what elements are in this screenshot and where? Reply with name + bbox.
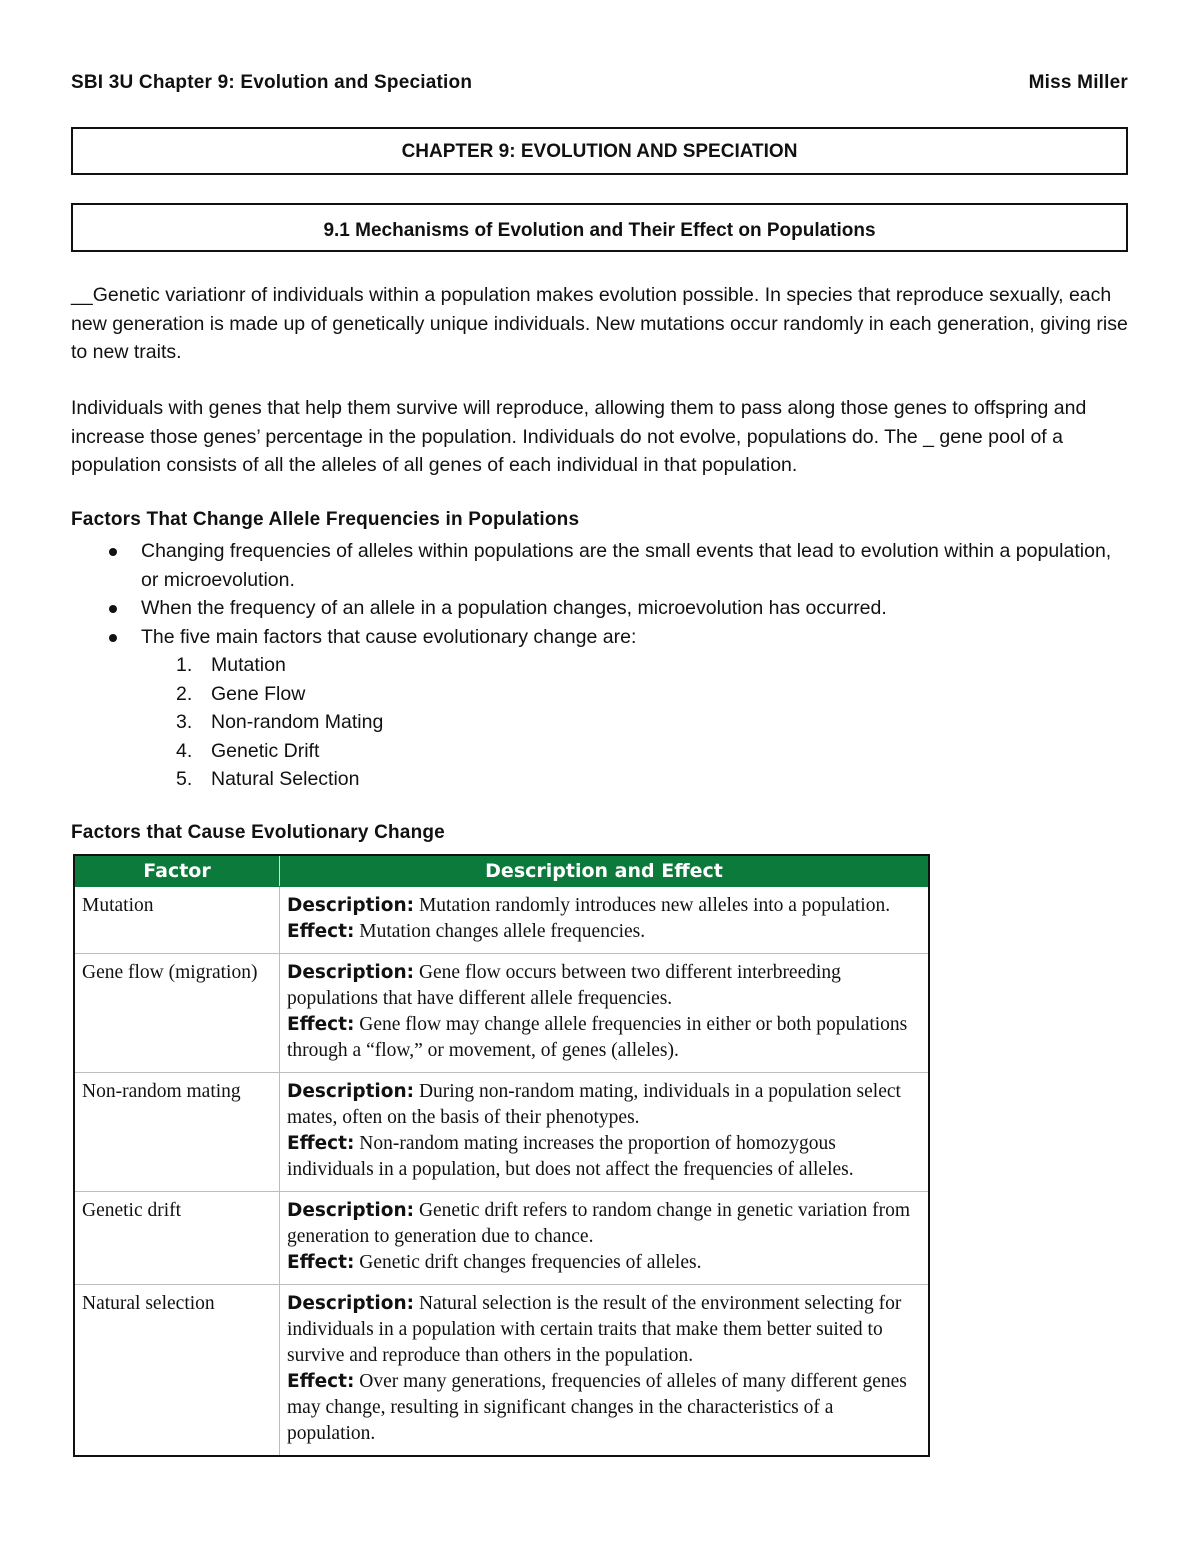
bullet-icon (109, 548, 117, 556)
effect-label: Effect: (287, 1252, 355, 1273)
factor-cell: Mutation (74, 887, 280, 954)
effect-text: Mutation changes allele frequencies. (359, 921, 646, 942)
bullet-text: When the frequency of an allele in a population changes, microevolution has occurred. (141, 597, 887, 619)
factor-cell: Non-random mating (74, 1073, 280, 1192)
header-teacher: Miss Miller (1028, 72, 1128, 93)
item-number: 5. (176, 768, 193, 790)
description-text: Natural selection is the result of the environment selecting for individuals in a population with certain traits that make them better suited to survive and reproduce than others in the population. (287, 1293, 902, 1366)
effect-label: Effect: (287, 1371, 355, 1392)
effect-text: Genetic drift changes frequencies of alleles. (359, 1252, 702, 1273)
bullet-text: The five main factors that cause evolutionary change are: (141, 625, 637, 648)
factors-numbered-list (141, 651, 1131, 794)
table-header-row (74, 855, 929, 887)
paragraph-genetic-variation: __Genetic variationr of individuals within a population makes evolution possible. In species that reproduce sexually, each new generation is made up of genetically unique individuals. New mutations occur randomly in each generation, giving rise to new traits. (71, 284, 1128, 363)
item-number: 4. (176, 739, 193, 762)
paragraph-gene-pool: Individuals with genes that help them survive will reproduce, allowing them to pass along those genes to offspring and increase those genes’ percentage in the population. Individuals do not evolve, populations do. The _ gene pool of a population consists of all the alleles of all genes of each individual in that population. (71, 397, 1087, 476)
factors-table (73, 854, 930, 1457)
bullet-icon (109, 634, 117, 642)
bullet-text: Changing frequencies of alleles within populations are the small events that lead to evolution within a population, or microevolution. (141, 540, 1112, 591)
item-number: 1. (176, 654, 193, 676)
table-row (74, 1192, 929, 1285)
bullet-icon (109, 605, 117, 613)
description-cell (280, 1192, 930, 1285)
factors-heading: Factors That Change Allele Frequencies in Populations (71, 509, 580, 530)
description-text: Mutation randomly introduces new alleles into a population. (418, 895, 891, 916)
effect-text: Gene flow may change allele frequencies in either or both populations through a “flow,” or movement, of genes (alleles). (287, 1014, 908, 1061)
factor-cell: Genetic drift (74, 1192, 280, 1285)
list-item (141, 651, 1131, 680)
description-label: Description: (287, 962, 415, 983)
list-item (141, 765, 1131, 794)
item-number: 3. (176, 711, 193, 733)
column-header-description: Description and Effect (280, 855, 930, 887)
effect-label: Effect: (287, 921, 355, 942)
description-label: Description: (287, 1293, 415, 1314)
factor-cell: Gene flow (migration) (74, 954, 280, 1073)
item-text: Non-random Mating (211, 711, 384, 733)
effect-text: Non-random mating increases the proportion of homozygous individuals in a population, but does not affect the frequencies of alleles. (287, 1133, 854, 1180)
description-cell (280, 1285, 930, 1457)
list-item (141, 680, 1131, 709)
table-row (74, 954, 929, 1073)
description-cell (280, 954, 930, 1073)
table-heading: Factors that Cause Evolutionary Change (71, 822, 445, 843)
chapter-title-box: CHAPTER 9: EVOLUTION AND SPECIATION (71, 127, 1128, 175)
description-cell (280, 1073, 930, 1192)
description-label: Description: (287, 895, 415, 916)
description-cell (280, 887, 930, 954)
effect-text: Over many generations, frequencies of alleles of many different genes may change, resulting in significant changes in the characteristics of a population. (287, 1371, 907, 1444)
description-label: Description: (287, 1081, 415, 1102)
factor-cell: Natural selection (74, 1285, 280, 1457)
column-header-factor: Factor (74, 855, 280, 887)
table-row (74, 1285, 929, 1457)
list-item (71, 537, 1131, 594)
effect-label: Effect: (287, 1014, 355, 1035)
section-title-box: 9.1 Mechanisms of Evolution and Their Effect on Populations (71, 203, 1128, 252)
list-item (71, 623, 1131, 794)
description-label: Description: (287, 1200, 415, 1221)
description-text: Gene flow occurs between two different interbreeding populations that have different allele frequencies. (287, 962, 841, 1009)
item-text: Mutation (211, 654, 286, 676)
list-item (71, 594, 1131, 623)
item-number: 2. (176, 682, 193, 705)
effect-label: Effect: (287, 1133, 355, 1154)
list-item (141, 708, 1131, 737)
table-row (74, 1073, 929, 1192)
description-text: Genetic drift refers to random change in genetic variation from generation to generation due to chance. (287, 1200, 911, 1247)
table-row (74, 887, 929, 954)
list-item (141, 737, 1131, 766)
item-text: Gene Flow (211, 682, 306, 705)
header-course-title: SBI 3U Chapter 9: Evolution and Speciation (71, 72, 473, 93)
item-text: Genetic Drift (211, 739, 320, 762)
factors-bullet-list (71, 537, 1131, 794)
description-text: During non-random mating, individuals in a population select mates, often on the basis of their phenotypes. (287, 1081, 901, 1128)
item-text: Natural Selection (211, 768, 360, 790)
